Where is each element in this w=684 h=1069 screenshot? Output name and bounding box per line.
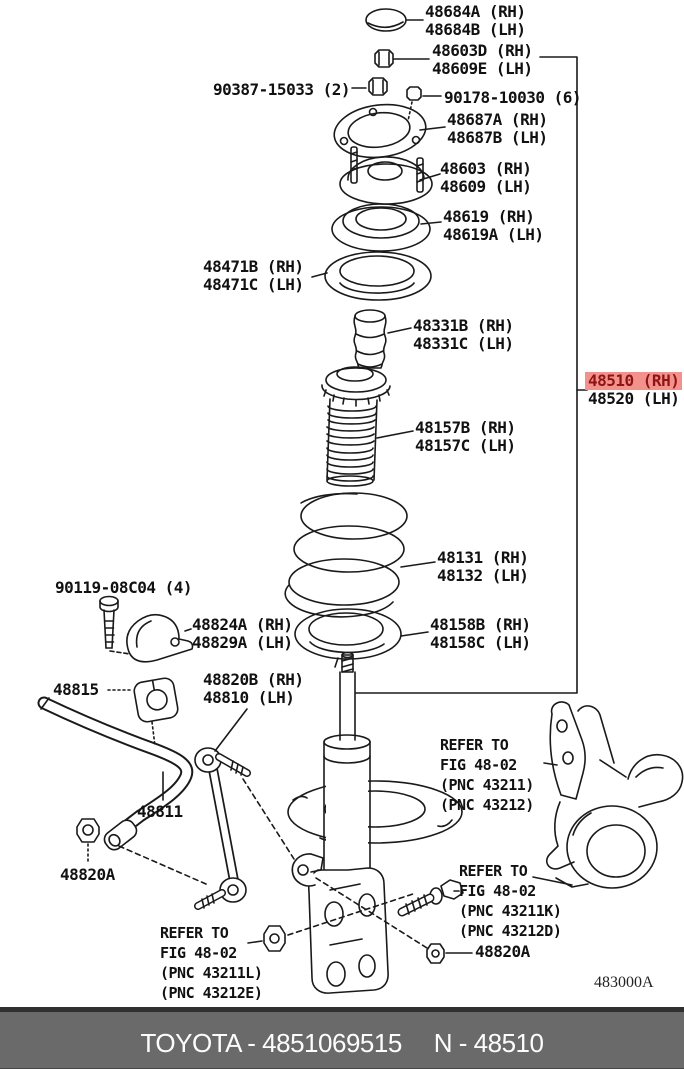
part-label-48158 <box>430 616 530 652</box>
part-label-refer-nut <box>160 923 262 1003</box>
part-label-48811 <box>137 803 183 821</box>
small-nut-drawing <box>407 87 441 121</box>
stabilizer-nut-left-drawing <box>77 819 99 862</box>
part-label-48603 <box>440 160 531 196</box>
part-label-48687 <box>447 111 547 147</box>
part-label-diagram-code <box>594 974 654 992</box>
part-label-48471 <box>203 258 303 294</box>
part-label-line: 90178-10030 (6) <box>444 88 581 107</box>
part-label-48157 <box>415 419 515 455</box>
part-label-line: (PNC 43211) <box>440 776 534 794</box>
part-label-90387 <box>213 81 350 99</box>
part-label-line: FIG 48-02 <box>440 756 517 774</box>
part-label-line: 48131 (RH) <box>437 548 529 567</box>
footer-part-number: N - 48510 <box>433 1027 544 1058</box>
part-label-48684 <box>425 3 525 39</box>
stabilizer-bar-drawing <box>41 698 187 853</box>
part-label-48603d <box>432 42 532 78</box>
strut-assembly-drawing <box>288 653 462 994</box>
stabilizer-nut-right-drawing <box>427 944 472 963</box>
footer-banner <box>0 1007 684 1069</box>
part-label-refer-knuckle <box>440 735 534 815</box>
part-label-90178 <box>444 89 581 107</box>
stabilizer-link-drawing <box>195 709 247 908</box>
lock-nut-drawing <box>352 78 387 95</box>
part-label-line: REFER TO <box>459 862 528 880</box>
part-label-line: (PNC 43212) <box>440 796 534 814</box>
part-label-48820a-right <box>475 943 530 961</box>
part-label-refer-bolt <box>459 861 561 941</box>
part-label-line: 48609 (LH) <box>440 177 532 196</box>
part-label-line: 48820A <box>475 942 530 961</box>
part-label-line: FIG 48-02 <box>459 882 536 900</box>
upper-spring-insulator-drawing <box>312 252 431 300</box>
part-label-line: 48603 (RH) <box>440 159 532 178</box>
part-label-line: (PNC 43212D) <box>459 922 562 940</box>
support-cap-drawing <box>366 9 423 31</box>
part-label-line: 48687A (RH) <box>447 110 548 129</box>
stabilizer-bracket-drawing <box>127 615 193 662</box>
part-label-line: 48815 <box>53 680 99 699</box>
footer-part-code: TOYOTA - 4851069515 <box>140 1027 402 1058</box>
part-label-line: REFER TO <box>160 924 229 942</box>
part-label-line: 48132 (LH) <box>437 566 529 585</box>
part-label-48820a-left <box>60 866 115 884</box>
part-label-line: 48603D (RH) <box>432 41 533 60</box>
strut-bearing-drawing <box>332 204 441 251</box>
part-label-line: 48609E (LH) <box>432 59 533 78</box>
part-label-line: 48471B (RH) <box>203 257 304 276</box>
part-label-48824 <box>192 616 292 652</box>
part-label-line: REFER TO <box>440 736 509 754</box>
part-label-line: 90387-15033 (2) <box>213 80 350 99</box>
part-label-line: 48829A (LH) <box>192 633 293 652</box>
part-label-48331 <box>413 317 513 353</box>
part-label-48619 <box>443 208 543 244</box>
part-label-line: 48810 (LH) <box>203 688 295 707</box>
part-label-line: 48331B (RH) <box>413 316 514 335</box>
part-label-line: (PNC 43211K) <box>459 902 562 920</box>
part-label-line: 48811 <box>137 802 183 821</box>
lower-spring-insulator-drawing <box>295 609 428 667</box>
part-label-line: 483000A <box>594 974 654 991</box>
part-label-line: (PNC 43211L) <box>160 964 263 982</box>
highlighted-part-number[interactable]: 48510 (RH) <box>585 372 682 390</box>
part-label-line: 48157C (LH) <box>415 436 516 455</box>
assembly-bracket-line <box>356 57 587 693</box>
part-label-line: 48619 (RH) <box>443 207 535 226</box>
part-label-48510 <box>588 372 682 408</box>
part-label-line: 48824A (RH) <box>192 615 293 634</box>
part-label-48131 <box>437 549 528 585</box>
part-label-line: 48619A (LH) <box>443 225 544 244</box>
part-label-line: 48331C (LH) <box>413 334 514 353</box>
part-label-line: 48520 (LH) <box>588 389 680 408</box>
part-label-line: 48820A <box>60 865 115 884</box>
coil-spring-drawing <box>285 493 435 617</box>
part-label-line: 48158B (RH) <box>430 615 531 634</box>
part-label-48815 <box>53 681 99 699</box>
support-gasket-drawing <box>331 100 445 163</box>
part-label-line: 48684A (RH) <box>425 2 526 21</box>
part-label-48820b <box>203 671 303 707</box>
part-label-line: 48158C (LH) <box>430 633 531 652</box>
part-label-line: (PNC 43212E) <box>160 984 263 1002</box>
bracket-bolt-drawing <box>100 597 130 655</box>
part-label-line: 48157B (RH) <box>415 418 516 437</box>
part-label-line: 48687B (LH) <box>447 128 548 147</box>
dust-cover-drawing <box>322 367 413 486</box>
part-label-line: 48684B (LH) <box>425 20 526 39</box>
knuckle-bolt-drawing <box>402 880 463 914</box>
support-nut-drawing <box>375 50 429 67</box>
part-label-90119 <box>55 579 192 597</box>
spring-bumper-drawing <box>354 310 411 368</box>
part-label-line: 90119-08C04 (4) <box>55 578 192 597</box>
part-label-line: 48820B (RH) <box>203 670 304 689</box>
part-label-line: 48471C (LH) <box>203 275 304 294</box>
part-label-line: FIG 48-02 <box>160 944 237 962</box>
